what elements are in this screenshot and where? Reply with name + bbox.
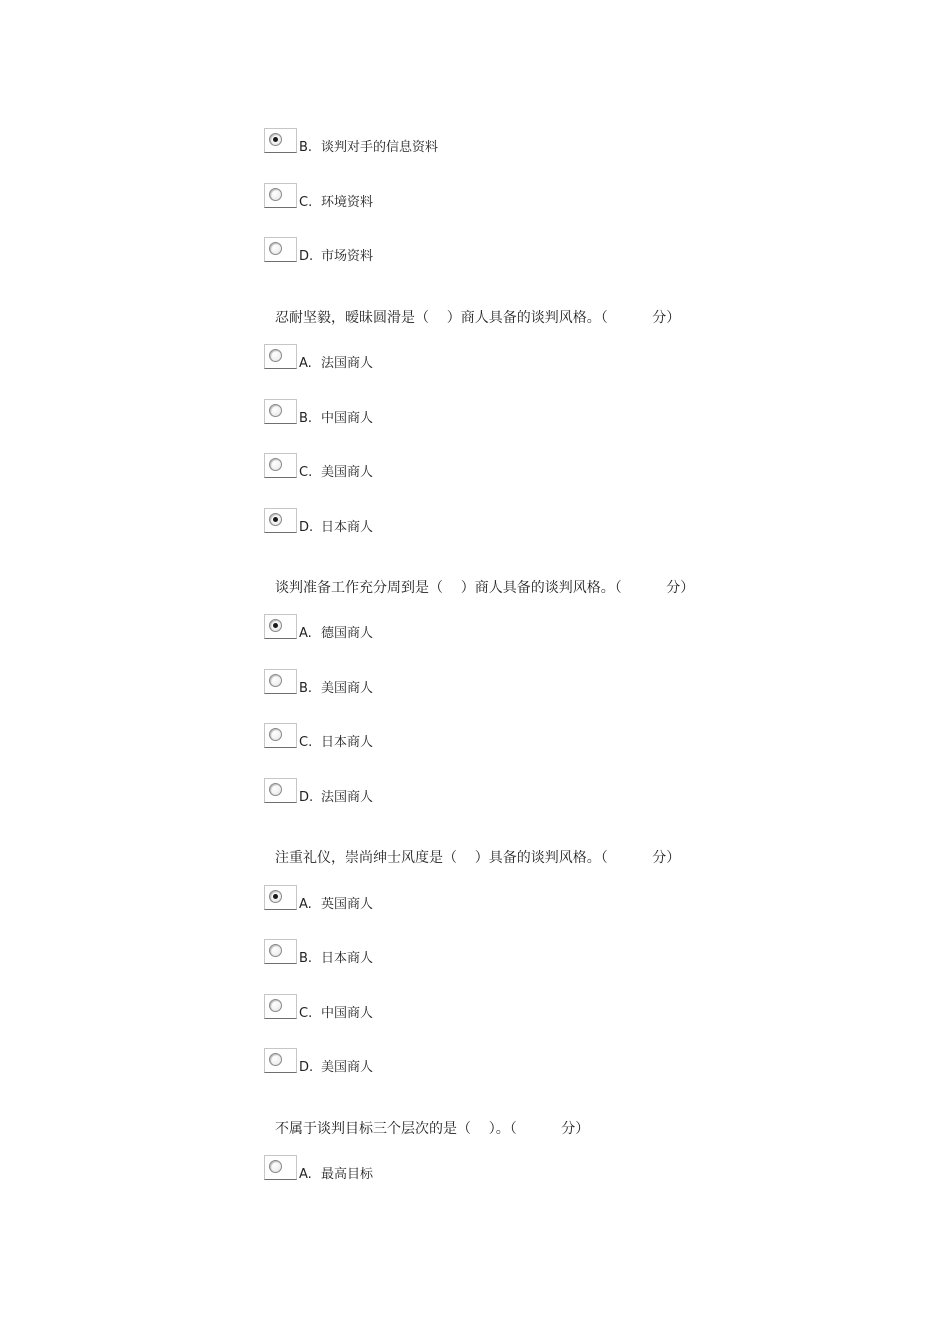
question-text: 谈判准备工作充分周到是（ ）商人具备的谈判风格。（ 分） [275,580,695,596]
option-letter: A. [299,1167,312,1182]
radio-button[interactable] [264,344,297,369]
radio-button[interactable] [264,669,297,694]
answer-option[interactable] [264,778,664,806]
question-text: 忍耐坚毅，暧昧圆滑是（ ）商人具备的谈判风格。（ 分） [275,310,681,326]
radio-button[interactable] [264,508,297,533]
radio-checked-icon[interactable] [269,890,282,903]
radio-button[interactable] [264,399,297,424]
radio-button[interactable] [264,885,297,910]
answer-option[interactable] [264,994,664,1022]
option-letter: C. [299,465,313,480]
answer-option[interactable] [264,237,664,265]
answer-option[interactable] [264,399,664,427]
radio-button[interactable] [264,1155,297,1180]
option-letter: C. [299,1006,313,1021]
option-label: 德国商人 [321,626,374,641]
option-letter: D. [299,520,314,535]
answer-option[interactable] [264,1048,664,1076]
answer-option[interactable] [264,508,664,536]
radio-button[interactable] [264,994,297,1019]
option-letter: A. [299,626,312,641]
answer-option[interactable] [264,128,664,156]
answer-option[interactable] [264,344,664,372]
answer-option[interactable] [264,1155,664,1183]
answer-option[interactable] [264,183,664,211]
option-letter: A. [299,897,312,912]
option-label: 日本商人 [321,520,374,535]
option-label: 市场资料 [321,249,374,264]
radio-checked-icon[interactable] [269,133,282,146]
option-label: 美国商人 [321,465,374,480]
radio-button[interactable] [264,723,297,748]
option-letter: A. [299,356,312,371]
radio-button[interactable] [264,778,297,803]
answer-option[interactable] [264,885,664,913]
radio-unchecked-icon[interactable] [269,242,282,255]
option-label: 日本商人 [321,735,374,750]
option-label: 美国商人 [321,681,374,696]
radio-button[interactable] [264,1048,297,1073]
option-label: 最高目标 [321,1167,374,1182]
radio-unchecked-icon[interactable] [269,944,282,957]
radio-unchecked-icon[interactable] [269,999,282,1012]
radio-unchecked-icon[interactable] [269,1053,282,1066]
option-letter: B. [299,140,313,155]
option-label: 中国商人 [321,411,374,426]
option-label: 环境资料 [321,195,374,210]
question-text: 注重礼仪，崇尚绅士风度是（ ）具备的谈判风格。（ 分） [275,850,681,866]
option-label: 谈判对手的信息资料 [321,140,439,155]
answer-option[interactable] [264,614,664,642]
radio-unchecked-icon[interactable] [269,728,282,741]
radio-unchecked-icon[interactable] [269,674,282,687]
question-text: 不属于谈判目标三个层次的是（ ）。（ 分） [275,1121,590,1137]
option-label: 法国商人 [321,790,374,805]
radio-button[interactable] [264,939,297,964]
answer-option[interactable] [264,723,664,751]
radio-button[interactable] [264,453,297,478]
option-letter: B. [299,951,313,966]
radio-unchecked-icon[interactable] [269,404,282,417]
radio-unchecked-icon[interactable] [269,188,282,201]
radio-checked-icon[interactable] [269,619,282,632]
option-label: 美国商人 [321,1060,374,1075]
answer-option[interactable] [264,669,664,697]
radio-unchecked-icon[interactable] [269,1160,282,1173]
radio-unchecked-icon[interactable] [269,458,282,471]
radio-checked-icon[interactable] [269,513,282,526]
radio-button[interactable] [264,183,297,208]
option-letter: D. [299,249,314,264]
answer-option[interactable] [264,939,664,967]
radio-unchecked-icon[interactable] [269,783,282,796]
option-letter: B. [299,681,313,696]
radio-button[interactable] [264,128,297,153]
option-letter: B. [299,411,313,426]
option-letter: C. [299,735,313,750]
option-label: 英国商人 [321,897,374,912]
option-label: 中国商人 [321,1006,374,1021]
answer-option[interactable] [264,453,664,481]
radio-button[interactable] [264,614,297,639]
radio-unchecked-icon[interactable] [269,349,282,362]
option-label: 法国商人 [321,356,374,371]
option-letter: C. [299,195,313,210]
option-letter: D. [299,790,314,805]
option-label: 日本商人 [321,951,374,966]
radio-button[interactable] [264,237,297,262]
option-letter: D. [299,1060,314,1075]
